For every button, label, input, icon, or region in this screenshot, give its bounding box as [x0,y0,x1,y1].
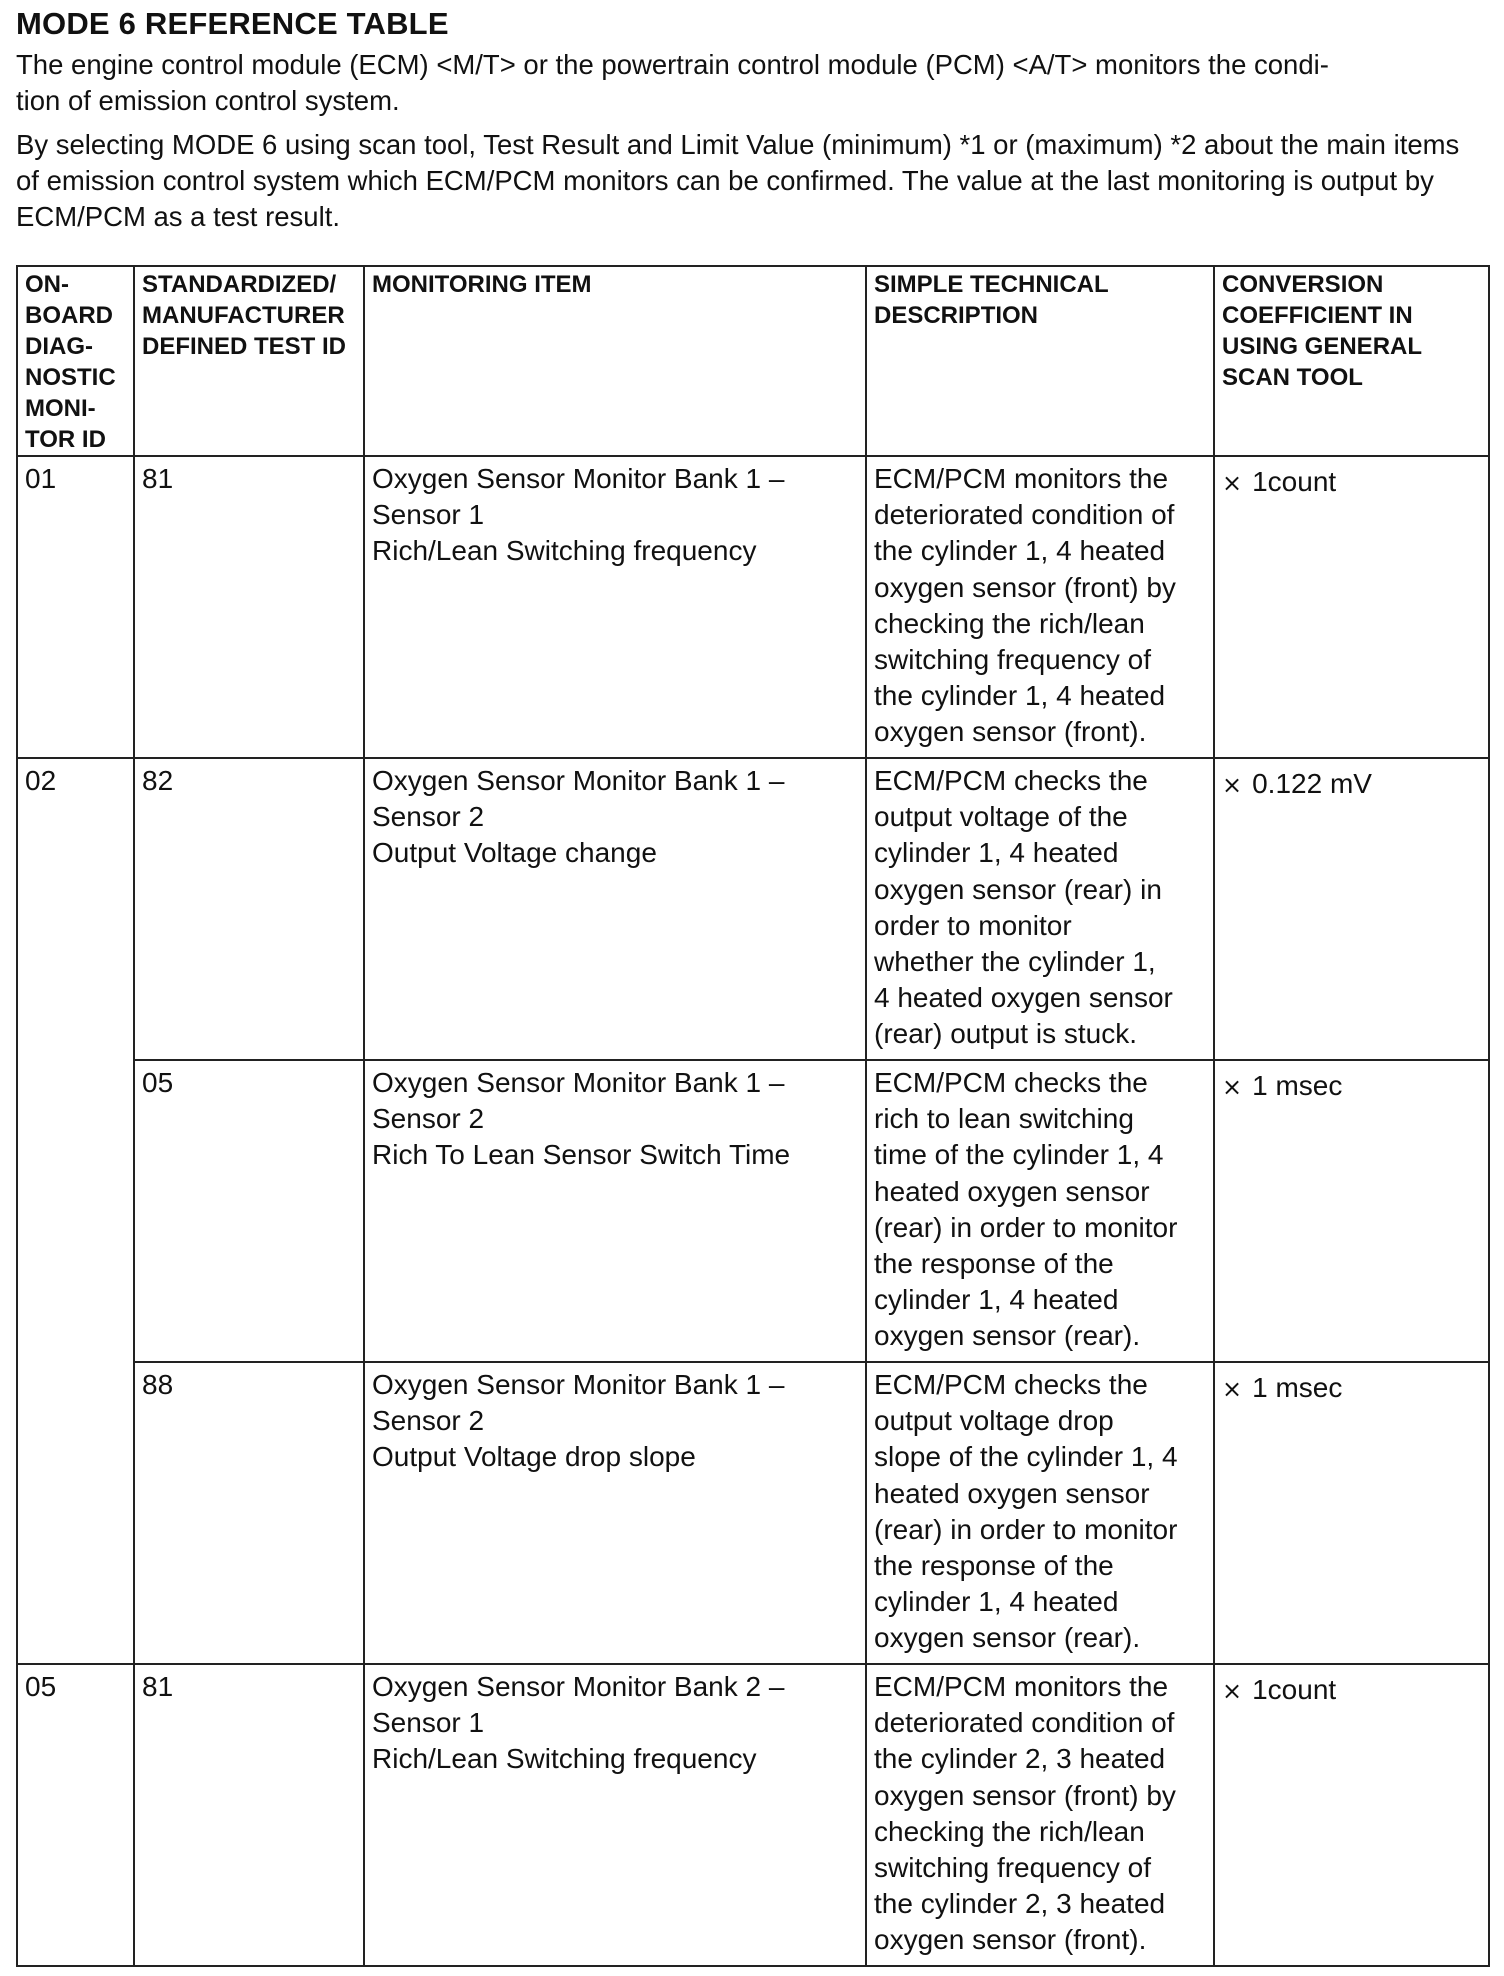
coefficient-cell [1214,758,1489,1060]
monitoring-item-cell: Oxygen Sensor Monitor Bank 1 – Sensor 1 Rich/Lean Switching frequency [364,456,866,758]
coefficient-cell [1214,456,1489,758]
test-id-cell: 82 [134,758,364,1060]
coefficient-cell [1214,1060,1489,1362]
header-description: SIMPLE TECHNICAL DESCRIPTION [866,266,1214,456]
coefficient-value: 1count [1252,1674,1337,1705]
multiply-icon: × [1222,771,1243,799]
page-title: MODE 6 REFERENCE TABLE [16,6,449,41]
test-id-cell: 05 [134,1060,364,1362]
multiply-icon: × [1222,1375,1243,1403]
coefficient-cell [1214,1664,1489,1966]
monitor-id-cell: 05 [17,1664,134,1966]
monitoring-item-cell: Oxygen Sensor Monitor Bank 1 – Sensor 2 Output Voltage change [364,758,866,1060]
description-cell: ECM/PCM checks the output voltage of the cylinder 1, 4 heated oxygen sensor (rear) in order to monitor whether the cylinder 1, 4 heated oxygen sensor (rear) output is stuck. [866,758,1214,1060]
test-id-cell: 81 [134,1664,364,1966]
coefficient-value: 1count [1252,466,1337,497]
coefficient-value: 1 msec [1252,1070,1343,1101]
coefficient-value: 1 msec [1252,1372,1343,1403]
table-row [17,1664,1489,1966]
monitoring-item-cell: Oxygen Sensor Monitor Bank 2 – Sensor 1 Rich/Lean Switching frequency [364,1664,866,1966]
description-cell: ECM/PCM monitors the deteriorated condition of the cylinder 2, 3 heated oxygen sensor (front) by checking the rich/lean switching frequency of the cylinder 2, 3 heated oxygen sensor (front). [866,1664,1214,1966]
mode6-paragraph: By selecting MODE 6 using scan tool, Test Result and Limit Value (minimum) *1 or (maximum) *2 about the main items of emission control system which ECM/PCM monitors can be confirmed. The value at the last monitoring is output by ECM/PCM as a test result. [16,129,1460,232]
test-id-cell: 88 [134,1362,364,1664]
table-row [17,1060,1489,1362]
table-row [17,1362,1489,1664]
document-page [16,0,1488,1956]
header-test-id: STANDARDIZED/ MANUFACTURER DEFINED TEST ID [134,266,364,456]
coefficient-value: 0.122 mV [1252,768,1372,799]
mode6-reference-table [16,265,1490,1967]
multiply-icon: × [1222,1677,1243,1705]
monitoring-item-cell: Oxygen Sensor Monitor Bank 1 – Sensor 2 Output Voltage drop slope [364,1362,866,1664]
multiply-icon: × [1222,469,1243,497]
description-cell: ECM/PCM monitors the deteriorated condition of the cylinder 1, 4 heated oxygen sensor (front) by checking the rich/lean switching frequency of the cylinder 1, 4 heated oxygen sensor (front). [866,456,1214,758]
monitor-id-cell: 02 [17,758,134,1664]
header-coefficient: CONVERSION COEFFICIENT IN USING GENERAL SCAN TOOL [1214,266,1489,456]
test-id-cell: 81 [134,456,364,758]
multiply-icon: × [1222,1073,1243,1101]
monitoring-item-cell: Oxygen Sensor Monitor Bank 1 – Sensor 2 Rich To Lean Sensor Switch Time [364,1060,866,1362]
table-row [17,456,1489,758]
description-cell: ECM/PCM checks the rich to lean switching time of the cylinder 1, 4 heated oxygen sensor (rear) in order to monitor the response of the cylinder 1, 4 heated oxygen sensor (rear). [866,1060,1214,1362]
intro-paragraph: The engine control module (ECM) <M/T> or the powertrain control module (PCM) <A/T> monitors the condi- tion of emission control system. [16,49,1329,116]
description-cell: ECM/PCM checks the output voltage drop slope of the cylinder 1, 4 heated oxygen sensor (rear) in order to monitor the response of the cylinder 1, 4 heated oxygen sensor (rear). [866,1362,1214,1664]
coefficient-cell [1214,1362,1489,1664]
header-monitor-id: ON- BOARD DIAG- NOSTIC MONI- TOR ID [17,266,134,456]
table-header-row [17,266,1489,456]
monitor-id-cell: 01 [17,456,134,758]
table-row [17,758,1489,1060]
header-monitoring-item: MONITORING ITEM [364,266,866,456]
